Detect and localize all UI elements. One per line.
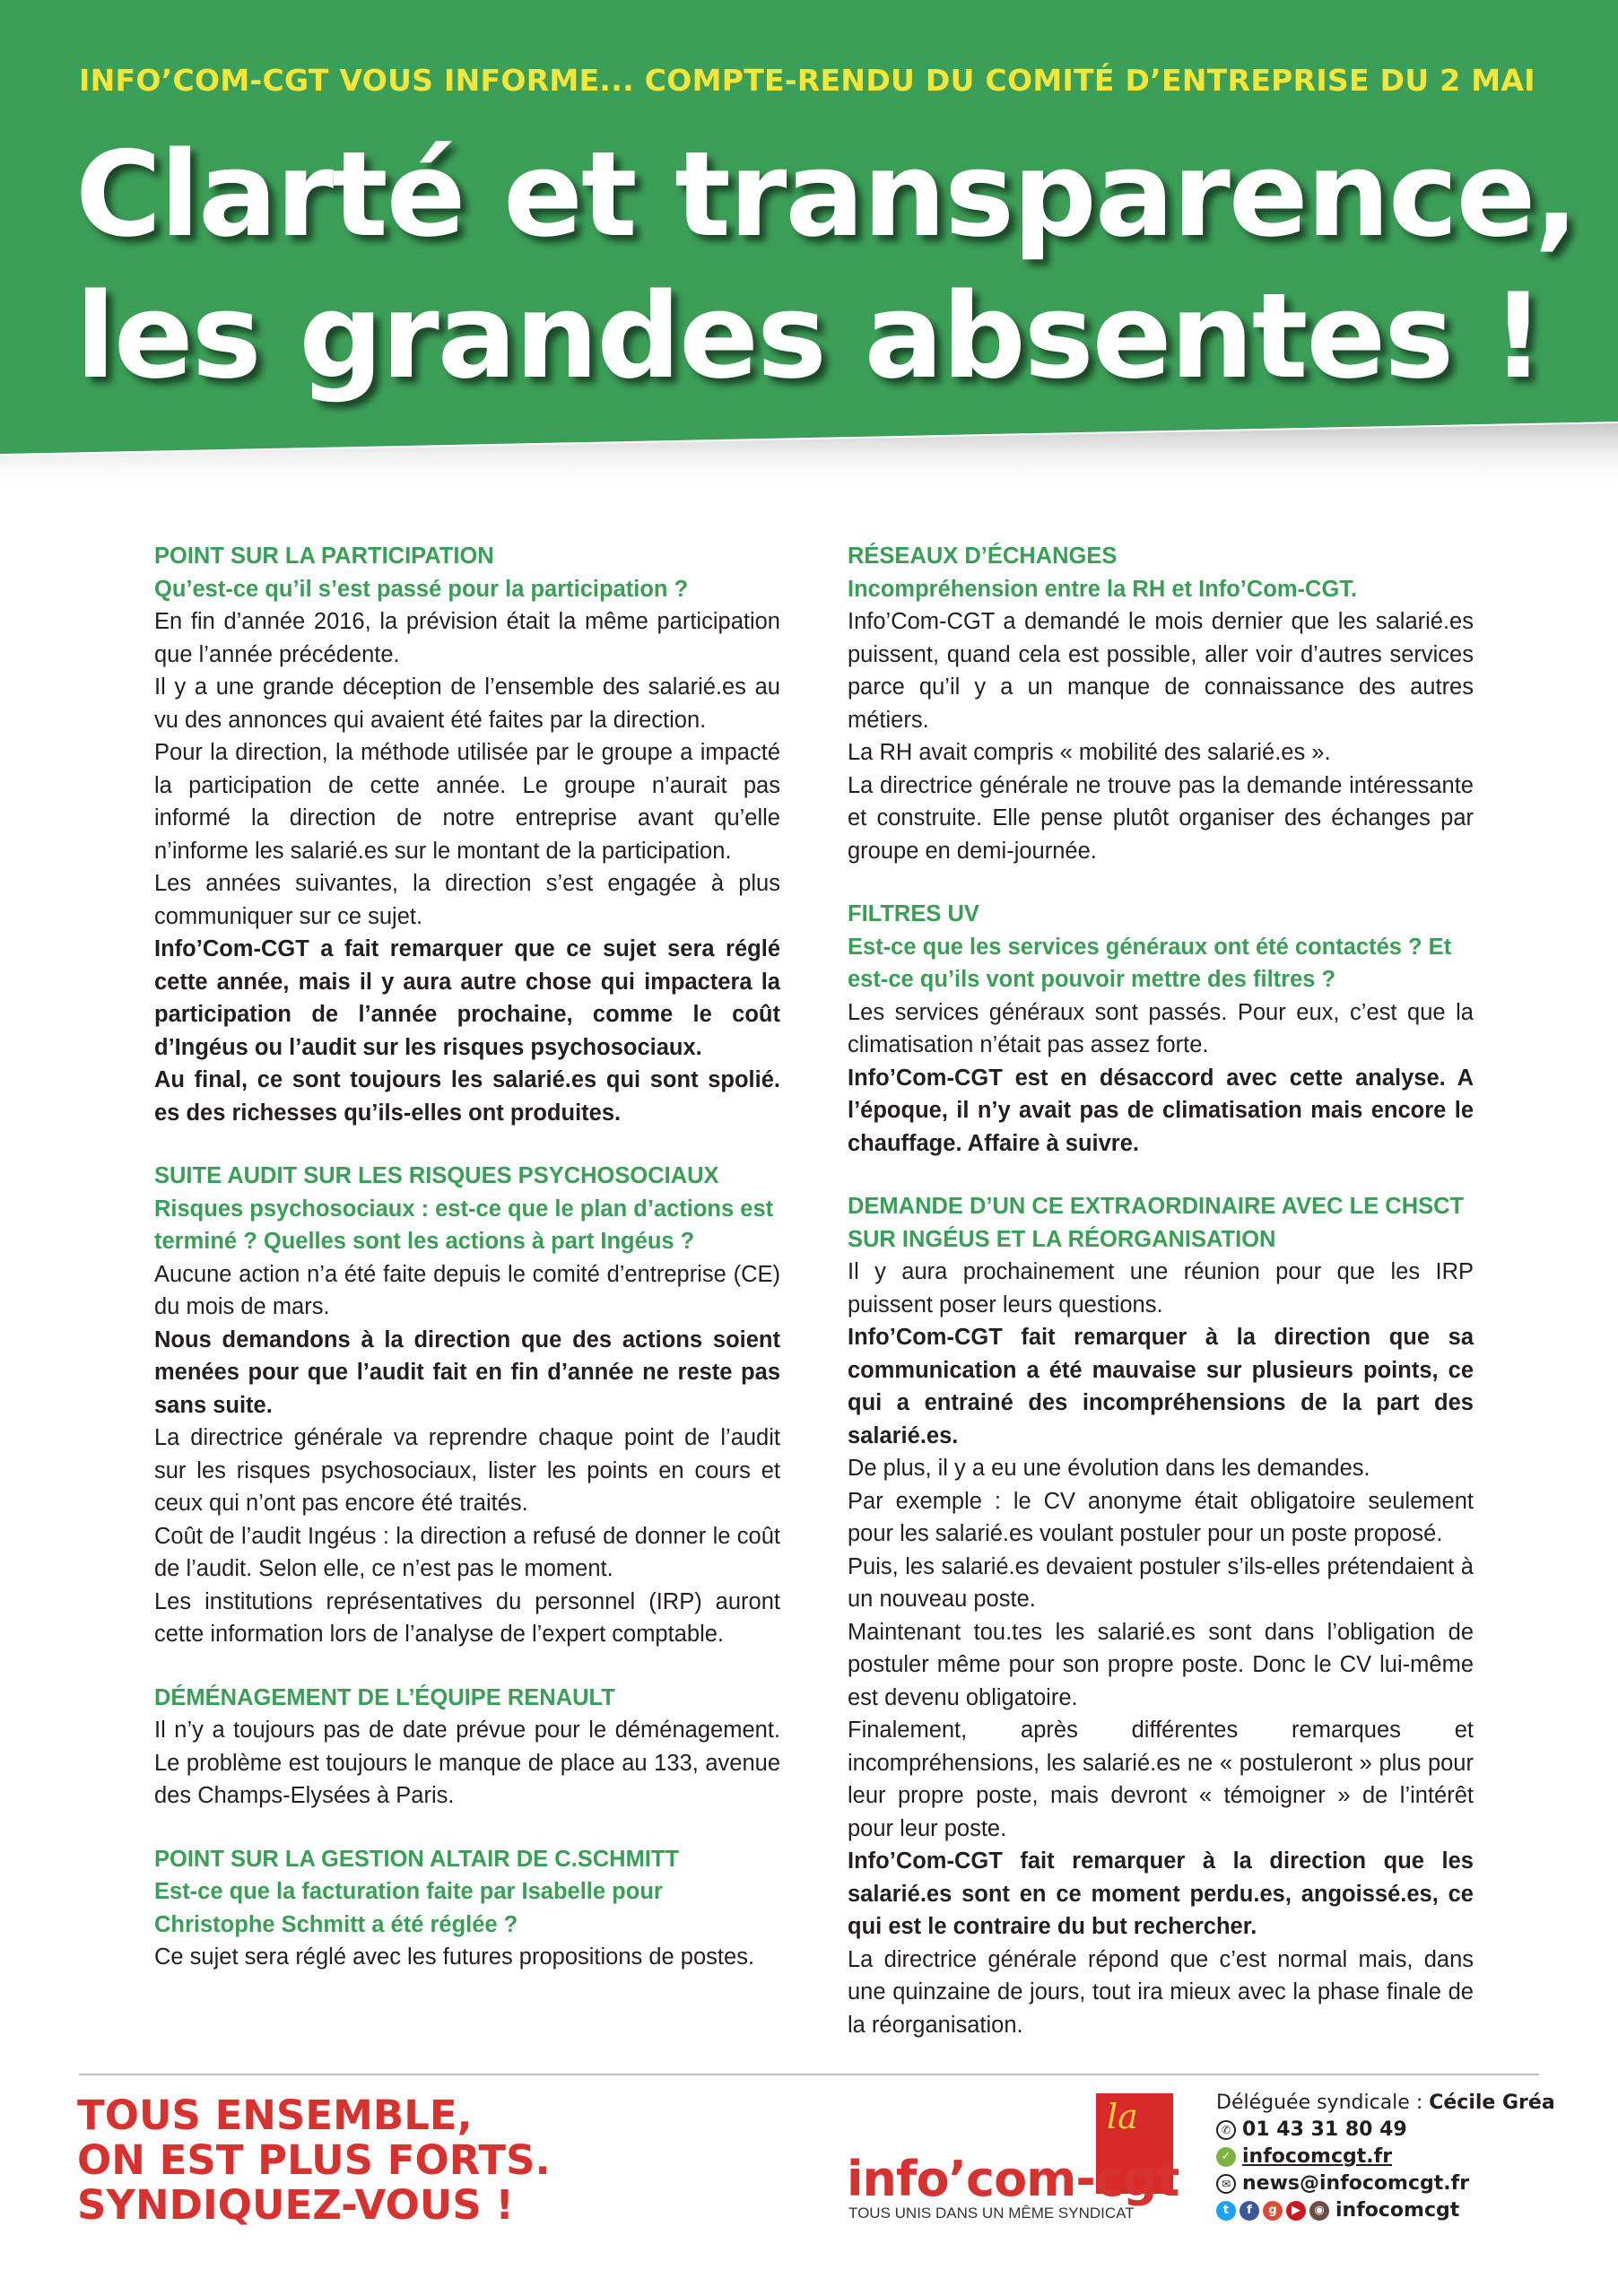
header-banner [0,0,1618,489]
section-heading: POINT SUR LA PARTICIPATION [154,544,494,569]
bold-paragraph: Info’Com-CGT a fait remarquer que ce sujet sera réglé cette année, mais il y aura autre chose qui impactera la participation de l’année prochaine, comme le coût d’Ingéus ou l’audit sur les risques psychosociaux. [154,936,780,1060]
right-column [848,540,1474,2072]
paragraph: En fin d’année 2016, la prévision était la même participation que l’année précédente. [154,609,780,667]
slogan-line: ON EST PLUS FORTS. [77,2136,551,2184]
social-icons [1216,2201,1329,2221]
section-question: Incompréhension entre la RH et Info’Com-CGT. [848,576,1358,602]
youtube-icon[interactable]: ▶ [1286,2201,1306,2221]
section-heading: DEMANDE D’UN CE EXTRAORDINAIRE AVEC LE CHSCT SUR INGÉUS ET LA RÉORGANISATION [848,1194,1465,1252]
paragraph: Aucune action n’a été faite depuis le comité d’entreprise (CE) du mois de mars. [154,1261,780,1319]
bold-paragraph: Info’Com-CGT fait remarquer à la direction que les salarié.es sont en ce moment perdu.es, angoissé.es, ce qui est le contraire du but rechercher. [848,1848,1474,1939]
section-participation [154,540,780,1129]
section-audit [154,1160,780,1651]
section-question: Qu’est-ce qu’il s’est passé pour la participation ? [154,576,689,602]
section-heading: POINT SUR LA GESTION ALTAIR DE C.SCHMITT [154,1846,680,1872]
section-heading: RÉSEAUX D’ÉCHANGES [848,544,1118,569]
mail-icon: ✉ [1216,2174,1236,2194]
website-row [1216,2144,1593,2170]
paragraph: Maintenant tou.tes les salarié.es sont dans l’obligation de postuler même pour son propre poste. Donc le CV lui-même est devenu obligatoire. [848,1619,1474,1710]
paragraph: Coût de l’audit Ingéus : la direction a refusé de donner le coût de l’audit. Selon elle, ce n’est pas le moment. [154,1523,780,1581]
email-row [1216,2170,1593,2197]
delegate-row [1216,2090,1593,2117]
logo-tagline: TOUS UNIS DANS UN MÊME SYNDICAT [848,2205,1135,2222]
paragraph: Les institutions représentatives du personnel (IRP) auront cette information lors de l’analyse de l’expert comptable. [154,1588,780,1647]
phone-row [1216,2117,1593,2144]
paragraph: Pour la direction, la méthode utilisée par le groupe a impacté la participation de cette année. Le groupe n’aurait pas informé la direction de notre entreprise avant qu’elle n’informe les salarié.es sur le montant de la participation. [154,740,780,864]
paragraph: La directrice générale ne trouve pas la demande intéressante et construite. Elle pense plutôt organiser des échanges par groupe en demi-journée. [848,772,1474,864]
email-link[interactable]: news@infocomcgt.fr [1242,2172,1470,2195]
section-heading: SUITE AUDIT SUR LES RISQUES PSYCHOSOCIAUX [154,1163,719,1188]
section-altair [154,1843,780,1974]
section-heading: FILTRES UV [848,901,979,926]
section-question: Est-ce que la facturation faite par Isabelle pour Christophe Schmitt a été réglée ? [154,1879,663,1937]
logo-wordmark: info’com-cgt [847,2151,1179,2207]
phone-icon: ✆ [1216,2120,1236,2140]
twitter-icon[interactable]: t [1216,2201,1236,2221]
paragraph: La RH avait compris « mobilité des salarié.es ». [848,740,1331,765]
paragraph: Finalement, après différentes remarques et incompréhensions, les salarié.es ne « postuleront » plus pour leur propre poste, mais devront « témoigner » de l’intérêt pour leur poste. [848,1718,1474,1841]
paragraph: Il n’y a toujours pas de date prévue pour le déménagement. Le problème est toujours le manque de place au 133, avenue des Champs-Elysées à Paris. [154,1718,780,1808]
section-filtres [848,898,1474,1160]
paragraph: De plus, il y a eu une évolution dans les demandes. [848,1456,1370,1481]
paragraph: Les années suivantes, la direction s’est engagée à plus communiquer sur ce sujet. [154,871,780,929]
contact-block [1216,2090,1593,2224]
phone-number: 01 43 31 80 49 [1242,2118,1407,2141]
paragraph: Il y aura prochainement une réunion pour que les IRP puissent poser leurs questions. [848,1259,1474,1318]
paragraph: Ce sujet sera réglé avec les futures propositions de postes. [154,1944,755,1970]
bold-paragraph: Info’Com-CGT fait remarquer à la direction que sa communication a été mauvaise sur plusieurs points, ce qui a entrainé des incompréhensions de la part des salarié.es. [848,1325,1474,1448]
kicker-line: INFO’COM-CGT VOUS INFORME... COMPTE-RENDU DU COMITÉ D’ENTREPRISE DU 2 MAI [79,63,1535,98]
section-reseaux [848,540,1474,867]
title-line-1: Clarté et transparence, [75,126,1578,263]
paragraph: Info’Com-CGT a demandé le mois dernier que les salarié.es puissent, quand cela est possible, aller voir d’autres services parce qu’il y a un manque de connaissance des autres métiers. [848,609,1474,733]
section-question: Risques psychosociaux : est-ce que le plan d’actions est terminé ? Quelles sont les actions à part Ingéus ? [154,1196,774,1254]
googleplus-icon[interactable]: g [1263,2201,1283,2221]
paragraph: La directrice générale va reprendre chaque point de l’audit sur les risques psychosociaux, lister les points en cours et ceux qui n’ont pas encore été traités. [154,1425,780,1516]
bold-paragraph: Au final, ce sont toujours les salarié.es qui sont spolié. es des richesses qu’ils-elles ont produites. [154,1067,780,1126]
paragraph: Puis, les salarié.es devaient postuler s’ils-elles prétendaient à un nouveau poste. [848,1553,1474,1612]
web-icon: ✓ [1216,2147,1236,2167]
title-line-2: les grandes absentes ! [75,267,1544,404]
delegate-label: Déléguée syndicale : [1216,2092,1423,2114]
bold-paragraph: Info’Com-CGT est en désaccord avec cette analyse. A l’époque, il n’y avait pas de climatisation mais encore le chauffage. Affaire à suivre. [848,1065,1474,1156]
website-link[interactable]: infocomcgt.fr [1242,2145,1393,2168]
paragraph: Les services généraux sont passés. Pour eux, c’est que la climatisation n’était pas assez forte. [848,999,1474,1057]
section-renault [154,1682,780,1813]
social-row [1216,2197,1593,2224]
facebook-icon[interactable]: f [1240,2201,1259,2221]
instagram-icon[interactable]: ◉ [1309,2201,1329,2221]
page-title [75,124,1600,407]
slogan-line: SYNDIQUEZ-VOUS ! [77,2181,514,2229]
section-question: Est-ce que les services généraux ont été contactés ? Et est-ce qu’ils vont pouvoir mettre des filtres ? [848,934,1452,992]
section-heading: DÉMÉNAGEMENT DE L’ÉQUIPE RENAULT [154,1684,615,1710]
section-ce-extraordinaire [848,1190,1474,2041]
paragraph: La directrice générale répond que c’est normal mais, dans une quinzaine de jours, tout ira mieux avec la phase finale de la réorganisation. [848,1946,1474,2038]
footer-divider [79,2074,1539,2075]
logo-la-script: la [1107,2097,1138,2136]
bold-paragraph: Nous demandons à la direction que des actions soient menées pour que l’audit fait en fin d’année ne reste pas sans suite. [154,1326,780,1418]
social-handle: infocomcgt [1335,2199,1460,2222]
left-column [154,540,780,2005]
paragraph: Par exemple : le CV anonyme était obligatoire seulement pour les salarié.es voulant postuler pour un poste proposé. [848,1488,1474,1546]
slogan-line: TOUS ENSEMBLE, [77,2092,473,2139]
paragraph: Il y a une grande déception de l’ensemble des salarié.es au vu des annonces qui avaient été faites par la direction. [154,674,780,733]
footer-slogan [77,2093,633,2228]
delegate-name: Cécile Gréa [1429,2092,1555,2114]
